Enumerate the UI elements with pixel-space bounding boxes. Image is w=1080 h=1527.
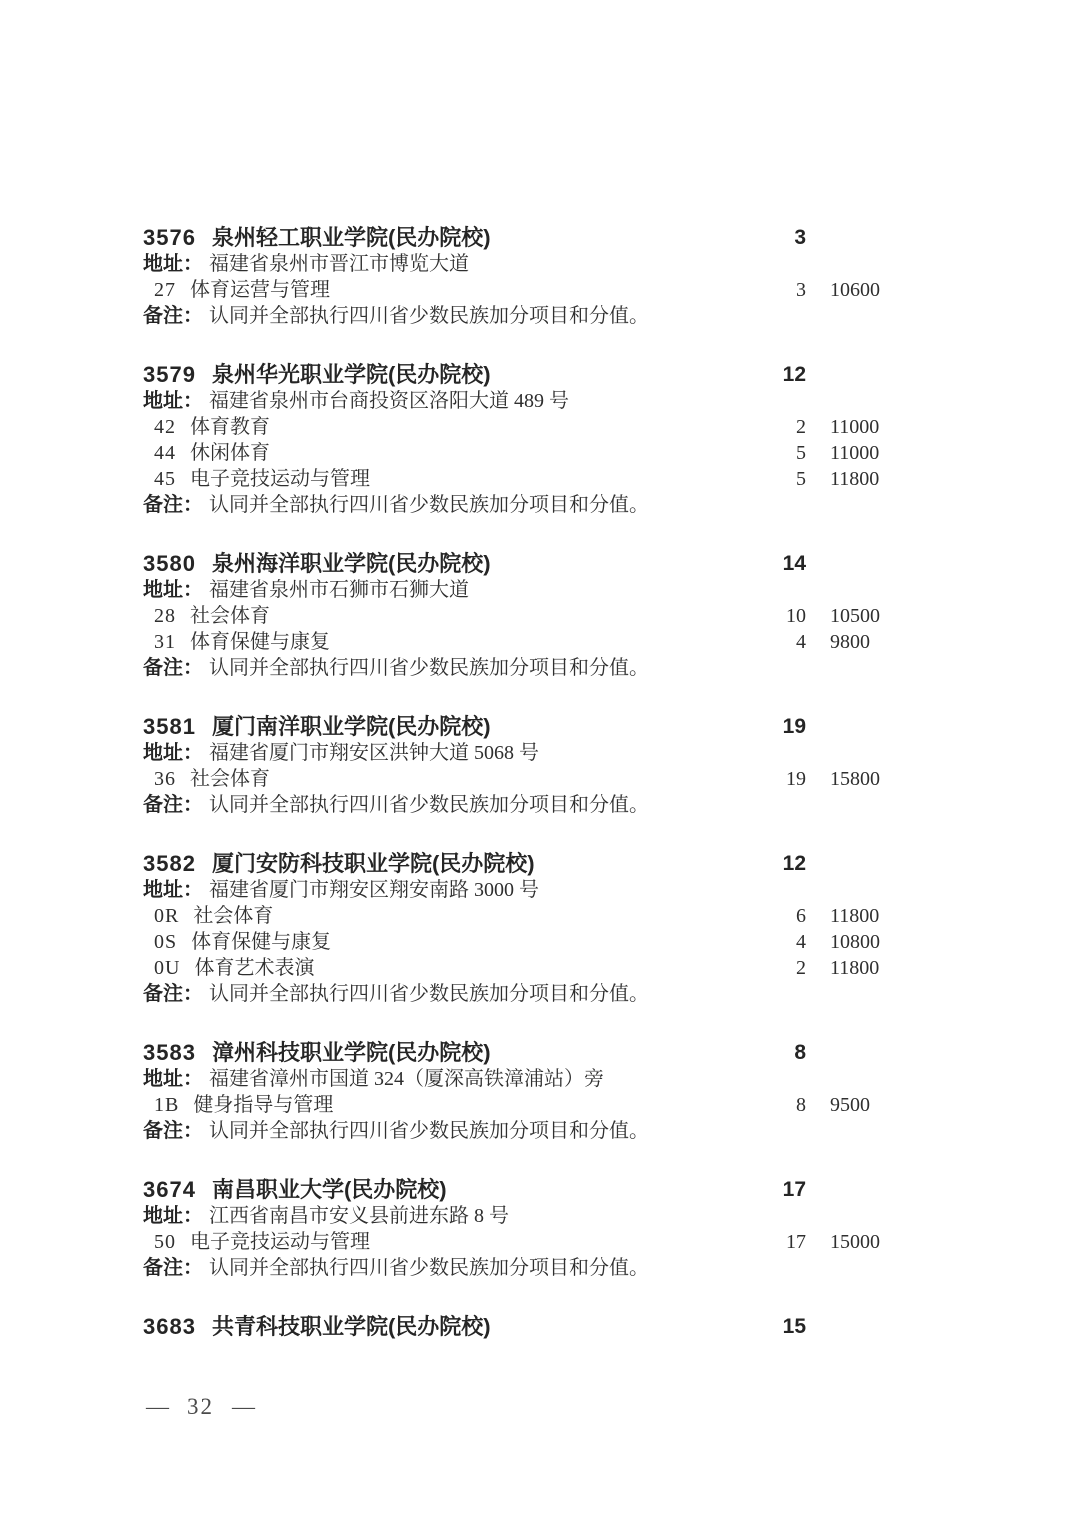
school-code: 3579 [143,362,196,387]
major-row [143,440,880,466]
empty-cell [830,1040,880,1066]
remark-text: 认同并全部执行四川省少数民族加分项目和分值。 [209,1257,649,1279]
remark-label: 备注： [143,1120,203,1142]
remark-label: 备注： [143,657,203,679]
school-address: 江西省南昌市安义县前进东路 8 号 [209,1205,509,1227]
address-label: 地址： [143,390,203,412]
major-code: 45 [154,468,176,490]
empty-cell [830,714,880,740]
address-row [143,877,880,903]
school-title [143,714,722,740]
school-block [143,362,880,518]
major-tuition: 11000 [830,442,880,464]
school-block [143,714,880,818]
school-list [143,225,880,1373]
major-name: 体育艺术表演 [194,957,315,979]
school-name: 厦门南洋职业学院(民办院校) [211,714,491,739]
school-total-count: 12 [782,363,806,386]
major-count: 10 [786,605,806,627]
page-footer [146,1394,255,1420]
school-code: 3582 [143,851,196,876]
major-code: 31 [154,631,176,653]
major-name: 电子竞技运动与管理 [190,468,370,490]
major-tuition: 9800 [830,631,870,653]
school-title [143,362,722,388]
remark-row [143,981,880,1007]
major-tuition: 10800 [830,931,880,953]
major-title [143,466,722,492]
remark-text: 认同并全部执行四川省少数民族加分项目和分值。 [209,983,649,1005]
remark-text: 认同并全部执行四川省少数民族加分项目和分值。 [209,494,649,516]
major-row [143,766,880,792]
school-block [143,851,880,1007]
major-code: 28 [154,605,176,627]
page-number: 32 [187,1394,214,1419]
footer-left-dash: — [146,1394,169,1419]
school-name: 泉州海洋职业学院(民办院校) [211,551,491,576]
major-name: 体育运营与管理 [190,279,330,301]
address-label: 地址： [143,579,203,601]
school-total-count: 8 [794,1041,806,1064]
school-address: 福建省漳州市国道 324（厦深高铁漳浦站）旁 [209,1068,604,1090]
school-total-count: 19 [782,715,806,738]
school-name: 漳州科技职业学院(民办院校) [211,1040,491,1065]
major-title [143,1229,722,1255]
remark-row [143,1118,880,1144]
major-name: 社会体育 [190,605,270,627]
address-row [143,1066,880,1092]
school-name: 南昌职业大学(民办院校) [211,1177,447,1202]
major-name: 健身指导与管理 [193,1094,334,1116]
major-title [143,414,722,440]
remark-row [143,655,880,681]
major-name: 体育教育 [190,416,270,438]
school-total-count: 3 [794,226,806,249]
school-total-count: 12 [782,852,806,875]
major-count: 4 [796,631,806,653]
school-code: 3580 [143,551,196,576]
school-block [143,1040,880,1144]
school-total-count: 15 [782,1315,806,1338]
address-row [143,388,880,414]
major-code: 44 [154,442,176,464]
address-label: 地址： [143,253,203,275]
empty-cell [830,851,880,877]
school-block [143,1314,880,1340]
school-address: 福建省厦门市翔安区洪钟大道 5068 号 [209,742,539,764]
major-code: 0U [154,957,181,979]
remark-row [143,303,880,329]
major-count: 2 [796,957,806,979]
major-tuition: 11800 [830,468,880,490]
school-block [143,551,880,681]
remark-row [143,792,880,818]
major-count: 17 [786,1231,806,1253]
school-title-row [143,1040,880,1066]
remark-text: 认同并全部执行四川省少数民族加分项目和分值。 [209,794,649,816]
major-title [143,629,722,655]
address-row [143,577,880,603]
remark-text: 认同并全部执行四川省少数民族加分项目和分值。 [209,305,649,327]
major-code: 50 [154,1231,176,1253]
major-count: 6 [796,905,806,927]
school-address: 福建省厦门市翔安区翔安南路 3000 号 [209,879,539,901]
school-title [143,1177,722,1203]
address-label: 地址： [143,742,203,764]
school-code: 3583 [143,1040,196,1065]
school-address: 福建省泉州市石狮市石狮大道 [209,579,469,601]
major-row [143,629,880,655]
major-tuition: 9500 [830,1094,870,1116]
remark-text: 认同并全部执行四川省少数民族加分项目和分值。 [209,1120,649,1142]
major-code: 36 [154,768,176,790]
school-address: 福建省泉州市台商投资区洛阳大道 489 号 [209,390,569,412]
school-title-row [143,225,880,251]
major-code: 0R [154,905,180,927]
major-tuition: 11000 [830,416,880,438]
school-code: 3581 [143,714,196,739]
major-name: 体育保健与康复 [191,931,332,953]
address-row [143,740,880,766]
address-label: 地址： [143,879,203,901]
major-code: 42 [154,416,176,438]
major-name: 社会体育 [193,905,274,927]
school-title-row [143,1314,880,1340]
school-title-row [143,851,880,877]
school-title [143,1314,722,1340]
empty-cell [830,362,880,388]
major-tuition: 15800 [830,768,880,790]
major-tuition: 11800 [830,957,880,979]
major-count: 5 [796,442,806,464]
major-row [143,903,880,929]
school-title-row [143,551,880,577]
address-row [143,1203,880,1229]
remark-label: 备注： [143,794,203,816]
school-name: 泉州轻工职业学院(民办院校) [211,225,491,250]
major-row [143,1229,880,1255]
major-code: 27 [154,279,176,301]
school-name: 泉州华光职业学院(民办院校) [211,362,491,387]
remark-label: 备注： [143,305,203,327]
remark-label: 备注： [143,1257,203,1279]
remark-label: 备注： [143,983,203,1005]
major-count: 4 [796,931,806,953]
major-code: 1B [154,1094,180,1116]
major-title [143,903,722,929]
major-row [143,466,880,492]
major-name: 体育保健与康复 [190,631,330,653]
major-name: 休闲体育 [190,442,270,464]
address-label: 地址： [143,1068,203,1090]
empty-cell [830,1314,880,1340]
major-row [143,277,880,303]
school-address: 福建省泉州市晋江市博览大道 [209,253,469,275]
school-title-row [143,362,880,388]
major-row [143,414,880,440]
school-total-count: 14 [782,552,806,575]
address-label: 地址： [143,1205,203,1227]
major-code: 0S [154,931,178,953]
major-title [143,603,722,629]
major-count: 3 [796,279,806,301]
major-title [143,440,722,466]
major-title [143,1092,722,1118]
school-title [143,225,722,251]
school-title-row [143,714,880,740]
school-code: 3683 [143,1314,196,1339]
school-code: 3674 [143,1177,196,1202]
major-tuition: 11800 [830,905,880,927]
major-row [143,955,880,981]
school-block [143,1177,880,1281]
major-count: 2 [796,416,806,438]
remark-row [143,492,880,518]
major-tuition: 10600 [830,279,880,301]
remark-row [143,1255,880,1281]
major-title [143,766,722,792]
major-title [143,929,722,955]
remark-label: 备注： [143,494,203,516]
major-count: 19 [786,768,806,790]
major-count: 5 [796,468,806,490]
school-total-count: 17 [782,1178,806,1201]
empty-cell [830,225,880,251]
major-row [143,1092,880,1118]
school-name: 厦门安防科技职业学院(民办院校) [211,851,535,876]
empty-cell [830,551,880,577]
school-title [143,851,722,877]
school-title-row [143,1177,880,1203]
school-code: 3576 [143,225,196,250]
footer-right-dash: — [232,1394,255,1419]
school-title [143,551,722,577]
school-title [143,1040,722,1066]
school-block [143,225,880,329]
major-name: 社会体育 [190,768,270,790]
major-row [143,603,880,629]
address-row [143,251,880,277]
major-row [143,929,880,955]
remark-text: 认同并全部执行四川省少数民族加分项目和分值。 [209,657,649,679]
empty-cell [830,1177,880,1203]
major-title [143,277,722,303]
major-name: 电子竞技运动与管理 [190,1231,370,1253]
school-name: 共青科技职业学院(民办院校) [211,1314,491,1339]
major-tuition: 10500 [830,605,880,627]
major-title [143,955,722,981]
major-tuition: 15000 [830,1231,880,1253]
major-count: 8 [796,1094,806,1116]
